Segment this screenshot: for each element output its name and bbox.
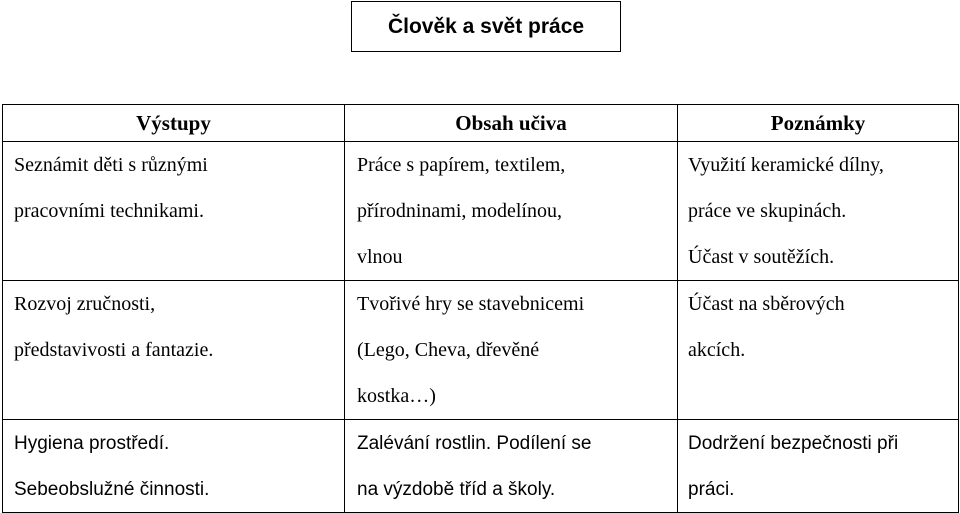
table-header-row <box>3 105 959 142</box>
cell-line: Využití keramické dílny, <box>688 154 884 176</box>
cell-line: pracovními technikami. <box>14 200 204 222</box>
cell-line: Práce s papírem, textilem, <box>357 154 566 176</box>
cell-line: představivosti a fantazie. <box>14 339 214 361</box>
cell-obsah-uciva <box>345 420 678 513</box>
cell-line: Dodržení bezpečnosti při <box>688 432 899 454</box>
cell-line: práce ve skupinách. <box>688 200 847 222</box>
header-poznamky: Poznámky <box>678 105 959 142</box>
cell-poznamky <box>678 420 959 513</box>
cell-vystupy <box>3 420 345 513</box>
header-vystupy: Výstupy <box>3 105 345 142</box>
cell-obsah-uciva <box>345 281 678 420</box>
cell-line: Tvořivé hry se stavebnicemi <box>357 293 585 315</box>
page-title: Člověk a svět práce <box>351 1 621 52</box>
cell-obsah-uciva <box>345 142 678 281</box>
cell-line: Účast na sběrových <box>688 293 845 315</box>
curriculum-table <box>2 104 959 513</box>
cell-line: Účast v soutěžích. <box>688 246 835 268</box>
table-row <box>3 281 959 420</box>
cell-vystupy <box>3 281 345 420</box>
cell-line: kostka…) <box>357 385 436 407</box>
cell-line: přírodninami, modelínou, <box>357 200 562 222</box>
cell-poznamky <box>678 142 959 281</box>
cell-line: na výzdobě tříd a školy. <box>357 478 556 500</box>
cell-line: Seznámit děti s různými <box>14 154 208 176</box>
cell-line: (Lego, Cheva, dřevěné <box>357 339 540 361</box>
cell-line: akcích. <box>688 339 746 361</box>
header-obsah-uciva: Obsah učiva <box>345 105 678 142</box>
cell-line: Rozvoj zručnosti, <box>14 293 156 315</box>
cell-line: vlnou <box>357 246 403 268</box>
cell-line: práci. <box>688 478 735 500</box>
cell-line: Zalévání rostlin. Podílení se <box>357 432 592 454</box>
table-row <box>3 420 959 513</box>
cell-poznamky <box>678 281 959 420</box>
cell-line: Hygiena prostředí. <box>14 432 170 454</box>
cell-line: Sebeobslužné činnosti. <box>14 478 210 500</box>
table-row <box>3 142 959 281</box>
cell-vystupy <box>3 142 345 281</box>
